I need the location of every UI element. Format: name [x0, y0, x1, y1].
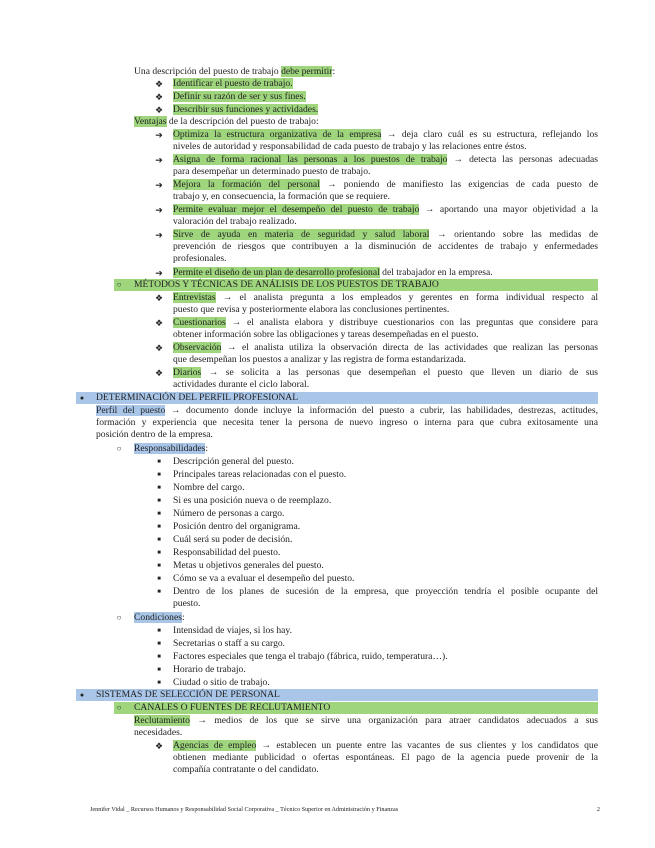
- condiciones-label: Condiciones:: [134, 612, 185, 623]
- circle-bullet-icon: ○: [116, 444, 122, 453]
- metodo-item-cont: actividades durante el ciclo laboral.: [173, 379, 310, 390]
- ventaja-item: Permite el diseño de un plan de desarrollo profesional del trabajador en la empresa.: [173, 267, 493, 278]
- ventaja-item-cont: prevención de riesgos que contribuyen a la disminución de accidentes de trabajo y enfermedades: [173, 241, 598, 252]
- resp-item: Posición dentro del organigrama.: [173, 521, 301, 532]
- arrow-bullet-icon: ➔: [155, 180, 163, 190]
- circle-bullet-icon: ○: [116, 613, 122, 622]
- ventajas-line: Ventajas de la descripción del puesto de trabajo:: [134, 116, 319, 127]
- dot-bullet-icon: ●: [79, 394, 85, 402]
- perfil-paragraph-cont: posición dentro de la empresa.: [96, 429, 213, 440]
- square-bullet-icon: ■: [157, 485, 161, 491]
- resp-item: Metas u objetivos generales del puesto.: [173, 560, 324, 571]
- ventaja-item-cont: para desempeñar un determinado puesto de trabajo.: [173, 166, 371, 177]
- square-bullet-icon: ■: [157, 654, 161, 660]
- metodo-item: Entrevistas → el analista pregunta a los empleados y gerentes en forma individual respecto al: [173, 292, 598, 303]
- diamond-bullet-icon: ❖: [154, 318, 164, 328]
- square-bullet-icon: ■: [157, 680, 161, 686]
- arrow-bullet-icon: ➔: [155, 230, 163, 240]
- cond-item: Intensidad de viajes, si los hay.: [173, 625, 293, 636]
- square-bullet-icon: ■: [157, 511, 161, 517]
- diamond-bullet-icon: ❖: [154, 105, 164, 115]
- square-bullet-icon: ■: [157, 589, 161, 595]
- circle-bullet-icon: ○: [116, 703, 122, 712]
- square-bullet-icon: ■: [157, 459, 161, 465]
- metodo-item: Cuestionarios → el analista elabora y distribuye cuestionarios con las preguntas que considere para: [173, 317, 598, 328]
- ventaja-item: Permite evaluar mejor el desempeño del puesto de trabajo → aportando una mayor objetividad a la: [173, 204, 598, 215]
- seleccion-heading: SISTEMAS DE SELECCIÓN DE PERSONAL: [96, 689, 280, 700]
- page-footer: [90, 806, 600, 814]
- cond-item: Ciudad o sitio de trabajo.: [173, 677, 270, 688]
- agencias-item-cont: compañía contratante o del candidato.: [173, 764, 319, 775]
- permitir-item: Identificar el puesto de trabajo.: [173, 78, 293, 89]
- resp-item: Nombre del cargo.: [173, 482, 245, 493]
- resp-item: Principales tareas relacionadas con el puesto.: [173, 469, 347, 480]
- diamond-bullet-icon: ❖: [154, 368, 164, 378]
- resp-item: Descripción general del puesto.: [173, 456, 294, 467]
- intro-text: Una descripción del puesto de trabajo: [134, 66, 282, 77]
- metodos-heading: MÉTODOS Y TÉCNICAS DE ANÁLISIS DE LOS PUESTOS DE TRABAJO: [134, 279, 439, 290]
- arrow-bullet-icon: ➔: [155, 130, 163, 140]
- square-bullet-icon: ■: [157, 498, 161, 504]
- perfil-paragraph: Perfil del puesto → documento donde incluye la información del puesto a cubrir, las habilidades, destrezas, actitudes,: [96, 405, 598, 416]
- square-bullet-icon: ■: [157, 667, 161, 673]
- resp-item: Responsabilidad del puesto.: [173, 547, 281, 558]
- agencias-item: Agencias de empleo → establecen un puente entre las vacantes de sus clientes y los candidatos que: [173, 740, 598, 751]
- square-bullet-icon: ■: [157, 537, 161, 543]
- ventaja-item: Optimiza la estructura organizativa de la empresa → deja claro cuál es su estructura, reflejando los: [173, 129, 599, 140]
- square-bullet-icon: ■: [157, 550, 161, 556]
- cond-item: Secretarias o staff a su cargo.: [173, 638, 286, 649]
- cond-item: Factores especiales que tenga el trabajo (fábrica, ruido, temperatura…).: [173, 651, 448, 662]
- diamond-bullet-icon: ❖: [154, 293, 164, 303]
- reclutamiento-paragraph-cont: necesidades.: [134, 727, 183, 738]
- arrow-bullet-icon: ➔: [155, 268, 163, 278]
- circle-bullet-icon: ○: [116, 280, 122, 289]
- resp-item: Cuál será su poder de decisión.: [173, 534, 293, 545]
- reclutamiento-paragraph: Reclutamiento → medios de los que se sirve una organización para atraer candidatos adecuados a sus: [134, 715, 598, 726]
- resp-item: Número de personas a cargo.: [173, 508, 285, 519]
- permitir-item: Definir su razón de ser y sus fines.: [173, 91, 306, 102]
- intro-line: Una descripción del puesto de trabajo debe permitir:: [134, 66, 336, 77]
- metodo-item-cont: puesto que revisa y posteriormente elabora las conclusiones pertinentes.: [173, 304, 450, 315]
- diamond-bullet-icon: ❖: [154, 741, 164, 751]
- square-bullet-icon: ■: [157, 563, 161, 569]
- resp-item: Si es una posición nueva o de reemplazo.: [173, 495, 332, 506]
- metodo-item: Observación → el analista utiliza la observación directa de las actividades que realizan las personas: [173, 342, 598, 353]
- ventaja-item: Mejora la formación del personal → poniendo de manifiesto las exigencias de cada puesto de: [173, 179, 598, 190]
- square-bullet-icon: ■: [157, 524, 161, 530]
- dot-bullet-icon: ●: [79, 691, 85, 699]
- ventaja-item: Asigna de forma racional las personas a los puestos de trabajo → detecta las personas adecuadas: [173, 154, 599, 165]
- metodo-item-cont: obtener información sobre las obligaciones y tareas desempeñadas en el puesto.: [173, 329, 479, 340]
- arrow-bullet-icon: ➔: [155, 155, 163, 165]
- square-bullet-icon: ■: [157, 641, 161, 647]
- highlight-debe-permitir: debe permitir: [281, 66, 333, 77]
- diamond-bullet-icon: ❖: [154, 92, 164, 102]
- perfil-paragraph-cont: formación y experiencia que necesita tener la persona de nuevo ingreso o interna para que cubra exitosamente una: [96, 417, 598, 428]
- responsabilidades-label: Responsabilidades:: [134, 443, 209, 454]
- metodo-item-cont: que desempeñan los puestos a analizar y las registra de forma estandarizada.: [173, 354, 467, 365]
- ventaja-item-cont: profesionales.: [173, 253, 227, 264]
- arrow-bullet-icon: ➔: [155, 205, 163, 215]
- resp-item-cont: puesto.: [173, 598, 201, 609]
- ventaja-item-cont: valoración del trabajo realizado.: [173, 216, 297, 227]
- diamond-bullet-icon: ❖: [154, 79, 164, 89]
- square-bullet-icon: ■: [157, 472, 161, 478]
- diamond-bullet-icon: ❖: [154, 343, 164, 353]
- footer-text: Jennifer Vidal _ Recursos Humanos y Responsabilidad Social Corporativa _ Técnico Superior en Administración y Finanzas: [90, 806, 399, 813]
- cond-item: Horario de trabajo.: [173, 664, 246, 675]
- perfil-heading: DETERMINACIÓN DEL PERFIL PROFESIONAL: [96, 392, 299, 403]
- ventaja-item-cont: trabajo y, en consecuencia, la formación que se requiere.: [173, 191, 390, 202]
- canales-heading: CANALES O FUENTES DE RECLUTAMIENTO: [134, 702, 331, 713]
- resp-item: Dentro de los planes de sucesión de la empresa, que proyección tendría el posible ocupante del: [173, 586, 598, 597]
- ventaja-item: Sirve de ayuda en materia de seguridad y salud laboral → orientando sobre las medidas de: [173, 229, 598, 240]
- resp-item: Cómo se va a evaluar el desempeño del puesto.: [173, 573, 355, 584]
- agencias-item-cont: obtienen mediante publicidad o ofertas espontáneas. El pago de la agencia puede provenir de la: [173, 752, 598, 763]
- page-number: 2: [596, 806, 600, 813]
- square-bullet-icon: ■: [157, 628, 161, 634]
- permitir-item: Describir sus funciones y actividades.: [173, 104, 319, 115]
- square-bullet-icon: ■: [157, 576, 161, 582]
- ventaja-item-cont: niveles de autoridad y responsabilidad de cada puesto de trabajo y las relaciones entre éstos.: [173, 141, 527, 152]
- metodo-item: Diarios → se solicita a las personas que desempeñan el puesto que lleven un diario de sus: [173, 367, 598, 378]
